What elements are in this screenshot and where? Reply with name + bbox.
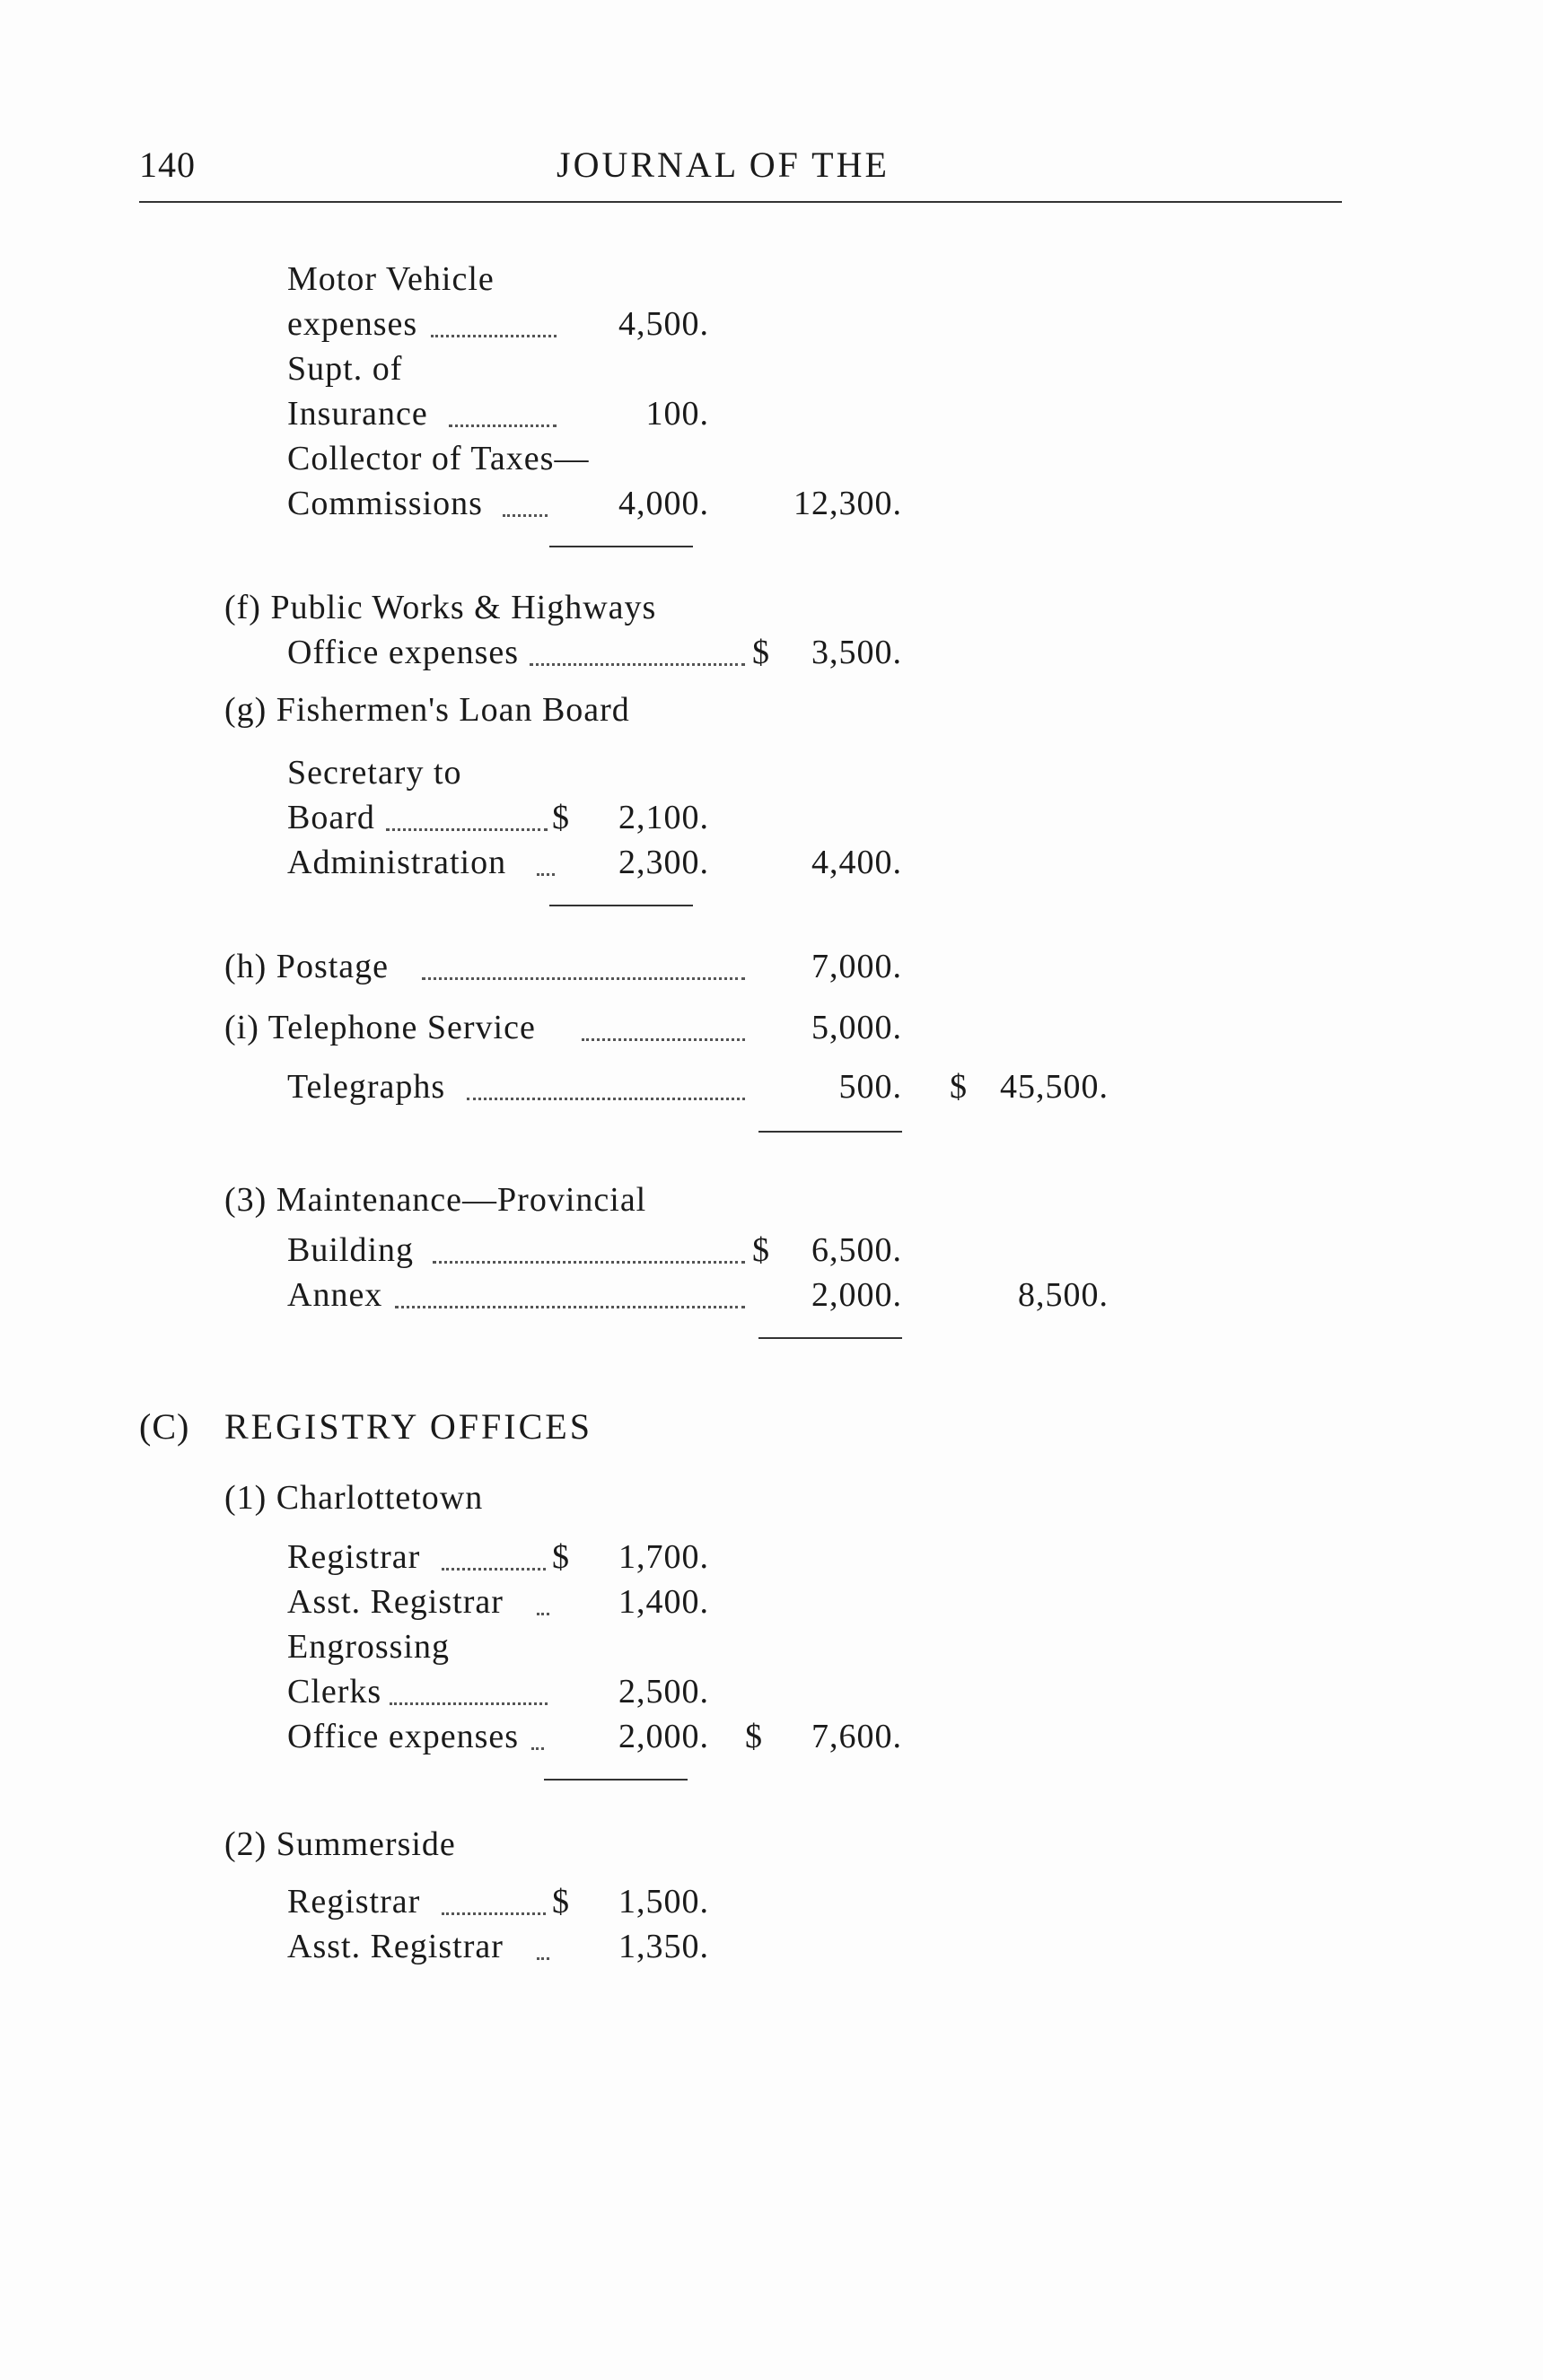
grand-total: 45,500. xyxy=(1000,1068,1109,1106)
line-building: Building xyxy=(287,1231,415,1269)
section-h: (h) Postage xyxy=(224,948,390,985)
dollar-sign: $ xyxy=(752,1231,770,1269)
line-telegraphs: Telegraphs xyxy=(287,1068,446,1106)
leader-dots xyxy=(449,422,557,427)
leader-dots xyxy=(582,1036,745,1041)
section-c-title: REGISTRY OFFICES xyxy=(224,1406,592,1447)
line-board: Board xyxy=(287,799,375,836)
page-number: 140 xyxy=(139,144,196,185)
leader-dots xyxy=(422,975,745,980)
leader-dots xyxy=(390,1700,548,1705)
amount: 1,350. xyxy=(618,1928,709,1965)
leader-dots xyxy=(442,1910,546,1915)
line-supt: Supt. of xyxy=(287,350,403,388)
amount: 1,700. xyxy=(618,1538,709,1576)
leader-dots xyxy=(537,1610,549,1615)
total: 7,600. xyxy=(811,1718,902,1755)
line-insurance: Insurance xyxy=(287,395,428,433)
amount: 2,300. xyxy=(618,844,709,881)
line-engrossing: Engrossing xyxy=(287,1628,450,1666)
dollar-sign: $ xyxy=(745,1718,763,1755)
section-c-label: (C) xyxy=(139,1406,190,1447)
amount: 3,500. xyxy=(811,634,902,671)
amount: 1,500. xyxy=(618,1883,709,1921)
leader-dots xyxy=(503,512,548,517)
line-office-expenses: Office expenses xyxy=(287,634,520,671)
subsection-summerside: (2) Summerside xyxy=(224,1825,456,1863)
section-f: (f) Public Works & Highways xyxy=(224,589,657,626)
line-collector: Collector of Taxes— xyxy=(287,440,590,477)
amount: 100. xyxy=(645,395,709,433)
line-commissions: Commissions xyxy=(287,485,483,522)
leader-dots xyxy=(537,1955,549,1960)
line-office-expenses: Office expenses xyxy=(287,1718,520,1755)
amount: 2,500. xyxy=(618,1673,709,1711)
line-motor-vehicle: Motor Vehicle xyxy=(287,260,495,298)
leader-dots xyxy=(531,1745,544,1750)
sum-rule xyxy=(758,1337,902,1339)
amount: 5,000. xyxy=(811,1009,902,1046)
line-asst-registrar: Asst. Registrar xyxy=(287,1928,504,1965)
sum-rule xyxy=(758,1131,902,1133)
dollar-sign: $ xyxy=(752,634,770,671)
amount: 2,000. xyxy=(618,1718,709,1755)
leader-dots xyxy=(433,1258,745,1264)
sum-rule xyxy=(544,1779,688,1781)
section-maintenance: (3) Maintenance—Provincial xyxy=(224,1181,647,1219)
leader-dots xyxy=(537,871,555,876)
total: 8,500. xyxy=(1018,1276,1109,1314)
subsection-charlottetown: (1) Charlottetown xyxy=(224,1479,484,1517)
line-administration: Administration xyxy=(287,844,507,881)
amount: 4,000. xyxy=(618,485,709,522)
leader-dots xyxy=(530,661,745,666)
dollar-sign: $ xyxy=(552,799,570,836)
dollar-sign: $ xyxy=(552,1883,570,1921)
total: 4,400. xyxy=(811,844,902,881)
line-registrar: Registrar xyxy=(287,1538,421,1576)
amount: 7,000. xyxy=(811,948,902,985)
amount: 1,400. xyxy=(618,1583,709,1621)
amount: 2,000. xyxy=(811,1276,902,1314)
line-annex: Annex xyxy=(287,1276,383,1314)
leader-dots xyxy=(467,1095,745,1100)
leader-dots xyxy=(386,826,548,831)
line-registrar: Registrar xyxy=(287,1883,421,1921)
dollar-sign: $ xyxy=(950,1068,968,1106)
leader-dots xyxy=(395,1303,745,1308)
line-secretary: Secretary to xyxy=(287,754,462,792)
sum-rule xyxy=(549,546,693,547)
amount: 4,500. xyxy=(618,305,709,343)
leader-dots xyxy=(431,332,557,337)
leader-dots xyxy=(442,1565,546,1571)
section-i: (i) Telephone Service xyxy=(224,1009,536,1046)
line-asst-registrar: Asst. Registrar xyxy=(287,1583,504,1621)
amount: 6,500. xyxy=(811,1231,902,1269)
total: 12,300. xyxy=(793,485,902,522)
line-expenses: expenses xyxy=(287,305,418,343)
sum-rule xyxy=(549,905,693,906)
amount: 500. xyxy=(838,1068,902,1106)
amount: 2,100. xyxy=(618,799,709,836)
page-title: JOURNAL OF THE xyxy=(557,144,890,185)
dollar-sign: $ xyxy=(552,1538,570,1576)
section-g: (g) Fishermen's Loan Board xyxy=(224,691,630,729)
header-rule xyxy=(139,201,1342,203)
line-clerks: Clerks xyxy=(287,1673,382,1711)
